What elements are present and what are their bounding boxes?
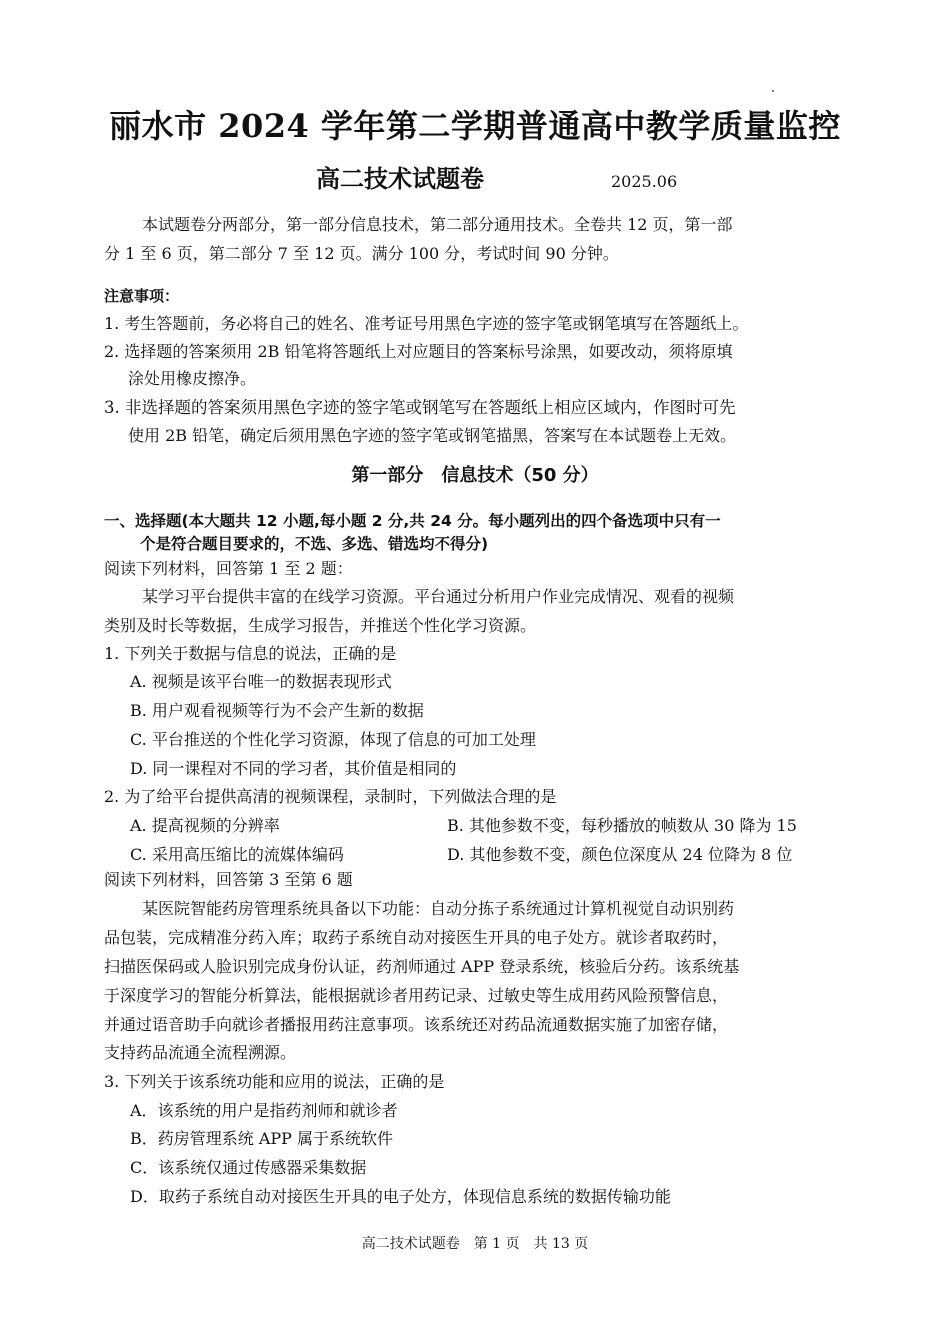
- note-2-cont: 涂处用橡皮擦净。: [128, 369, 257, 388]
- notes-heading: 注意事项：: [104, 287, 180, 305]
- question-2-option-d: D. 其他参数不变，颜色位深度从 24 位降为 8 位: [447, 845, 793, 864]
- intro-line-1: 本试题卷分两部分，第一部分信息技术，第二部分通用技术。全卷共 12 页，第一部: [142, 215, 733, 234]
- page-subtitle: 高二技术试题卷: [316, 164, 484, 193]
- reading-text-1: 某学习平台提供丰富的在线学习资源。平台通过分析用户作业完成情况、观看的视频: [142, 587, 735, 606]
- question-1-option-d: D. 同一课程对不同的学习者，其价值是相同的: [130, 759, 457, 778]
- section-heading: 一、选择题(本大题共 12 小题,每小题 2 分,共 24 分。每小题列出的四个备选项中只有一: [104, 512, 721, 530]
- page-title: 丽水市 2024 学年第二学期普通高中教学质量监控: [109, 107, 841, 145]
- question-3-option-c: C．该系统仅通过传感器采集数据: [130, 1158, 367, 1177]
- note-2: 2. 选择题的答案须用 2B 铅笔将答题纸上对应题目的答案标号涂黑，如要改动，须将原填: [104, 342, 733, 361]
- note-3: 3. 非选择题的答案须用黑色字迹的签字笔或钢笔写在答题纸上相应区域内，作图时可先: [104, 398, 736, 417]
- reading-text-2-line-5: 并通过语音助手向就诊者播报用药注意事项。该系统还对药品流通数据实施了加密存储，: [104, 1015, 729, 1034]
- question-3-option-a: A．该系统的用户是指药剂师和就诊者: [130, 1101, 398, 1120]
- note-3-cont: 使用 2B 铅笔，确定后须用黑色字迹的签字笔或钢笔描黑，答案写在本试题卷上无效。: [128, 426, 737, 445]
- reading-text-2-line-1: 某医院智能药房管理系统具备以下功能：自动分拣子系统通过计算机视觉自动识别药: [142, 899, 735, 918]
- question-1-option-c: C. 平台推送的个性化学习资源，体现了信息的可加工处理: [130, 730, 536, 749]
- reading-lead-1: 阅读下列材料，回答第 1 至 2 题：: [104, 559, 353, 578]
- question-2-option-a: A. 提高视频的分辨率: [130, 816, 280, 835]
- question-3-stem: 3. 下列关于该系统功能和应用的说法，正确的是: [104, 1072, 445, 1091]
- question-1-stem: 1. 下列关于数据与信息的说法，正确的是: [104, 644, 397, 663]
- page-footer: 高二技术试题卷 第 1 页 共 13 页: [361, 1236, 589, 1252]
- intro-line-2: 分 1 至 6 页，第二部分 7 至 12 页。满分 100 分，考试时间 90 分钟。: [104, 244, 619, 263]
- question-3-option-d: D．取药子系统自动对接医生开具的电子处方，体现信息系统的数据传输功能: [130, 1187, 671, 1206]
- question-2-option-b: B. 其他参数不变，每秒播放的帧数从 30 降为 15: [447, 816, 797, 835]
- reading-text-2-line-2: 品包装，完成精准分药入库；取药子系统自动对接医生开具的电子处方。就诊者取药时，: [104, 928, 729, 947]
- scan-speck: [772, 90, 774, 92]
- reading-text-2-line-4: 于深度学习的智能分析算法，能根据就诊者用药记录、过敏史等生成用药风险预警信息，: [104, 986, 729, 1005]
- reading-text-2-line-6: 支持药品流通全流程溯源。: [104, 1043, 297, 1062]
- note-1: 1. 考生答题前，务必将自己的姓名、准考证号用黑色字迹的签字笔或钢笔填写在答题纸上。: [104, 314, 749, 333]
- exam-date: 2025.06: [611, 172, 678, 191]
- part-one-title: 第一部分 信息技术（50 分）: [351, 465, 599, 486]
- section-heading-cont: 个是符合题目要求的，不选、多选、错选均不得分): [140, 535, 489, 553]
- question-2-stem: 2. 为了给平台提供高清的视频课程，录制时，下列做法合理的是: [104, 787, 557, 806]
- reading-lead-2: 阅读下列材料，回答第 3 至第 6 题: [104, 870, 353, 889]
- reading-text-1-cont: 类别及时长等数据，生成学习报告，并推送个性化学习资源。: [104, 616, 537, 635]
- reading-text-2-line-3: 扫描医保码或人脸识别完成身份认证，药剂师通过 APP 登录系统，核验后分药。该系统基: [104, 957, 740, 976]
- question-1-option-b: B. 用户观看视频等行为不会产生新的数据: [130, 701, 424, 720]
- question-2-option-c: C. 采用高压缩比的流媒体编码: [130, 845, 344, 864]
- question-1-option-a: A. 视频是该平台唯一的数据表现形式: [130, 672, 392, 691]
- question-3-option-b: B．药房管理系统 APP 属于系统软件: [130, 1129, 394, 1148]
